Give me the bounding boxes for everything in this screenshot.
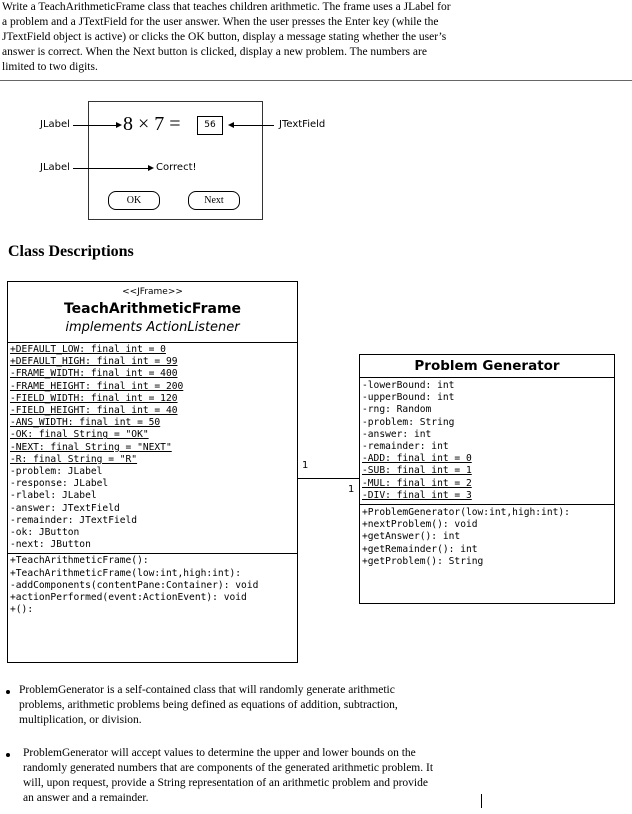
annotation-line bbox=[232, 125, 274, 126]
intro-line: JTextField object is active) or clicks the OK button, display a message stating whether the user’s bbox=[2, 31, 447, 43]
class-name: TeachArithmeticFrame bbox=[63, 301, 242, 317]
bullet-line: will, upon request, provide a String representation of an arithmetic problem and provide bbox=[23, 777, 428, 789]
class-name: Problem Generator bbox=[414, 358, 560, 374]
class-field: -rlabel: JLabel bbox=[10, 490, 97, 502]
text-cursor bbox=[481, 794, 482, 808]
annotation-line bbox=[73, 168, 149, 169]
arrow-right-icon bbox=[148, 165, 154, 171]
class-field: -response: JLabel bbox=[10, 478, 109, 490]
jtextfield-annotation: JTextField bbox=[279, 119, 326, 130]
problem-generator-class bbox=[359, 354, 615, 604]
teach-arithmetic-frame-class bbox=[7, 281, 298, 663]
class-method: +nextProblem(): void bbox=[362, 519, 478, 531]
class-method: +getAnswer(): int bbox=[362, 531, 461, 543]
divider bbox=[0, 80, 632, 81]
arrow-right-icon bbox=[116, 122, 122, 128]
intro-line: limited to two digits. bbox=[2, 61, 98, 73]
class-method: +TeachArithmeticFrame(low:int,high:int): bbox=[10, 567, 242, 579]
class-field: -R: final String = "R" bbox=[10, 453, 138, 465]
intro-paragraph bbox=[2, 0, 507, 75]
class-field: -FIELD_WIDTH: final int = 120 bbox=[10, 392, 178, 404]
problem-label: 8 × 7 = bbox=[123, 113, 181, 135]
class-method: +actionPerformed(event:ActionEvent): void bbox=[10, 592, 247, 604]
class-field: -remainder: int bbox=[362, 441, 449, 453]
response-label: Correct! bbox=[156, 162, 197, 173]
ok-button[interactable]: OK bbox=[108, 191, 160, 210]
class-field: -lowerBound: int bbox=[362, 380, 455, 391]
class-field: +DEFAULT_HIGH: final int = 99 bbox=[10, 356, 178, 368]
bullet-line: randomly generated numbers that are components of the generated arithmetic problem. It bbox=[23, 762, 434, 774]
methods-section bbox=[8, 553, 297, 616]
class-method: +getRemainder(): int bbox=[362, 543, 478, 555]
bullet-text bbox=[23, 746, 493, 806]
bullet-line: ProblemGenerator will accept values to determine the upper and lower bounds on the bbox=[23, 747, 416, 759]
class-field: -ADD: final int = 0 bbox=[362, 453, 472, 465]
stereotype: <<JFrame>> bbox=[122, 287, 183, 297]
class-field: -upperBound: int bbox=[362, 392, 455, 404]
bullet-icon bbox=[6, 753, 10, 757]
class-method: +TeachArithmeticFrame(): bbox=[10, 555, 149, 567]
class-header bbox=[8, 282, 297, 342]
class-method: +getProblem(): String bbox=[362, 555, 484, 567]
jlabel-annotation-bottom: JLabel bbox=[40, 162, 70, 173]
next-button[interactable]: Next bbox=[188, 191, 240, 210]
class-field: -SUB: final int = 1 bbox=[362, 465, 472, 477]
class-field: -FIELD_HEIGHT: final int = 40 bbox=[10, 405, 178, 417]
association-line bbox=[297, 478, 359, 479]
class-field: -next: JButton bbox=[10, 539, 91, 551]
class-field: -OK: final String = "OK" bbox=[10, 429, 149, 441]
class-field: -NEXT: final String = "NEXT" bbox=[10, 441, 172, 453]
bullet-icon bbox=[6, 690, 10, 694]
jlabel-annotation-top: JLabel bbox=[40, 119, 70, 130]
class-field: -DIV: final int = 3 bbox=[362, 489, 472, 501]
bullet-line: multiplication, or division. bbox=[19, 714, 142, 726]
bullet-text bbox=[19, 683, 459, 728]
class-method: -addComponents(contentPane:Container): void bbox=[10, 579, 259, 591]
multiplicity-label: 1 bbox=[348, 484, 355, 495]
class-field: -answer: JTextField bbox=[10, 502, 120, 514]
multiplicity-label: 1 bbox=[302, 460, 309, 471]
class-field: -answer: int bbox=[362, 428, 432, 440]
class-field: -problem: String bbox=[362, 416, 455, 428]
class-field: -MUL: final int = 2 bbox=[362, 477, 472, 489]
class-field: -ok: JButton bbox=[10, 527, 80, 539]
bullet-line: an answer and a remainder. bbox=[23, 792, 149, 804]
class-field: -FRAME_HEIGHT: final int = 200 bbox=[10, 380, 184, 392]
methods-section bbox=[360, 504, 614, 568]
section-title: Class Descriptions bbox=[8, 243, 134, 260]
bullet-line: problems, arithmetic problems being defined as equations of addition, subtraction, bbox=[19, 699, 398, 711]
intro-line: Write a TeachArithmeticFrame class that teaches children arithmetic. The frame uses a JLabel for bbox=[2, 1, 451, 13]
annotation-line bbox=[73, 125, 118, 126]
intro-line: answer is correct. When the Next button is clicked, display a new problem. The numbers are bbox=[2, 46, 427, 58]
fields-section bbox=[360, 377, 614, 504]
class-method: +ProblemGenerator(low:int,high:int): bbox=[362, 507, 570, 519]
answer-field[interactable]: 56 bbox=[197, 116, 223, 135]
class-field: -problem: JLabel bbox=[10, 466, 103, 478]
class-field: +DEFAULT_LOW: final int = 0 bbox=[10, 344, 166, 355]
class-method: +(): bbox=[10, 604, 34, 616]
bullet-line: ProblemGenerator is a self-contained class that will randomly generate arithmetic bbox=[19, 684, 395, 696]
class-field: -rng: Random bbox=[362, 404, 432, 416]
implements-label: implements ActionListener bbox=[65, 320, 240, 335]
class-field: -ANS_WIDTH: final int = 50 bbox=[10, 417, 161, 429]
class-field: -remainder: JTextField bbox=[10, 514, 138, 526]
fields-section bbox=[8, 342, 297, 553]
intro-line: a problem and a JTextField for the user answer. When the user presses the Enter key (while the bbox=[2, 16, 439, 28]
class-field: -FRAME_WIDTH: final int = 400 bbox=[10, 368, 178, 380]
